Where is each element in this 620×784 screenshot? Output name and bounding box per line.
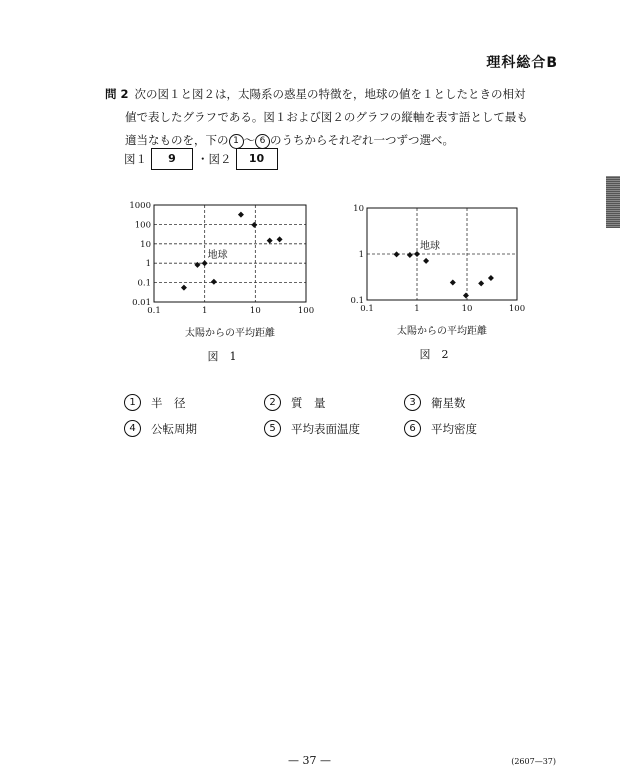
- chart-2-annotation-earth: 地球: [420, 241, 440, 252]
- option-6-label: 平均密度: [431, 421, 477, 436]
- chart-1-caption: 図 1: [207, 350, 237, 363]
- option-3[interactable]: [404, 394, 514, 411]
- answer-box-10[interactable]: 10: [236, 148, 278, 170]
- chart-1-ytick-label: 0.1: [137, 278, 151, 289]
- chart-1-ytick-label: 0.01: [132, 298, 151, 308]
- answer-options: [124, 394, 514, 437]
- chart-2-caption: 図 2: [419, 348, 449, 361]
- question-line-2: 値で表したグラフである。図１および図２のグラフの縦軸を表す語として最も: [125, 110, 528, 124]
- chart-2-xlabel: 太陽からの平均距離: [397, 326, 487, 337]
- chart-2-xtick-label: 10: [461, 304, 473, 314]
- option-4-number: 4: [124, 420, 141, 437]
- option-1[interactable]: [124, 394, 264, 411]
- option-5-label: 平均表面温度: [291, 421, 360, 436]
- chart-1-frame: [154, 205, 306, 302]
- chart-2-xtick-label: 0.1: [360, 304, 374, 314]
- chart-1-xtick-label: 100: [297, 306, 315, 316]
- chart-2-ytick-label: 10: [353, 204, 364, 214]
- fig2-answer-label: ・図２: [197, 152, 232, 166]
- chart-2-point-8: [488, 275, 494, 281]
- chart-1-point-7: [267, 238, 273, 244]
- chart-2: [350, 204, 525, 361]
- option-2-number: 2: [264, 394, 281, 411]
- page-code: (2607—37): [511, 757, 556, 766]
- chart-1-annotation-earth: 地球: [207, 250, 228, 262]
- option-3-label: 衛星数: [431, 395, 466, 410]
- chart-1-point-5: [238, 212, 244, 218]
- question-number: 問 2: [105, 87, 129, 101]
- question-line3-a: 適当なものを，下の: [125, 133, 229, 147]
- chart-2-point-5: [450, 280, 456, 286]
- chart-1-point-2: [194, 262, 200, 268]
- option-6-number: 6: [404, 420, 421, 437]
- chart-1-xtick-label: 1: [201, 306, 208, 316]
- fig1-answer-label: 図１: [124, 152, 147, 166]
- chart-1-point-6: [251, 222, 257, 228]
- chart-2-xtick-label: 1: [414, 304, 420, 314]
- option-6[interactable]: [404, 420, 514, 437]
- chart-1-ytick-label: 10: [140, 239, 151, 250]
- chart-2-xtick-label: 100: [508, 304, 526, 314]
- chart-1-ytick-label: 1: [145, 259, 151, 270]
- option-2[interactable]: [264, 394, 404, 411]
- question-line3-c: のうちからそれぞれ一つずつ選べ。: [270, 133, 454, 147]
- chart-2-point-1: [394, 251, 400, 257]
- chart-2-ytick-label: 0.1: [350, 296, 364, 306]
- option-1-number: 1: [124, 394, 141, 411]
- chart-1-xlabel: 太陽からの平均距離: [185, 328, 275, 339]
- circled-number-start: 1: [229, 134, 244, 149]
- option-4[interactable]: [124, 420, 264, 437]
- chart-1-ytick-label: 100: [134, 220, 151, 231]
- question-line3-tilde: ～: [243, 133, 255, 147]
- chart-2-ytick-label: 1: [358, 250, 364, 260]
- option-2-label: 質 量: [291, 395, 326, 410]
- chart-1-xtick-label: 0.1: [147, 306, 161, 316]
- chart-2-point-6: [463, 293, 469, 299]
- chart-1-point-1: [181, 285, 187, 291]
- option-5-number: 5: [264, 420, 281, 437]
- chart-2-point-4: [423, 258, 429, 264]
- answer-box-9[interactable]: 9: [151, 148, 193, 170]
- option-5[interactable]: [264, 420, 404, 437]
- chart-1: [129, 201, 314, 363]
- option-1-label: 半 径: [151, 395, 186, 410]
- chart-1-point-8: [277, 236, 283, 242]
- chart-1-ytick-label: 1000: [129, 201, 151, 211]
- chart-2-point-2: [407, 252, 413, 258]
- question-line1-text: 次の図１と図２は，太陽系の惑星の特徴を，地球の値を１としたときの相対: [134, 87, 526, 101]
- option-3-number: 3: [404, 394, 421, 411]
- chart-1-point-4: [211, 279, 217, 285]
- page-number: — 37 —: [288, 754, 331, 767]
- option-4-label: 公転周期: [151, 421, 197, 436]
- chart-2-point-7: [478, 280, 484, 286]
- chart-1-xtick-label: 10: [249, 306, 261, 316]
- circled-number-end: 6: [255, 134, 270, 149]
- header-title: 理科総合B: [486, 55, 558, 71]
